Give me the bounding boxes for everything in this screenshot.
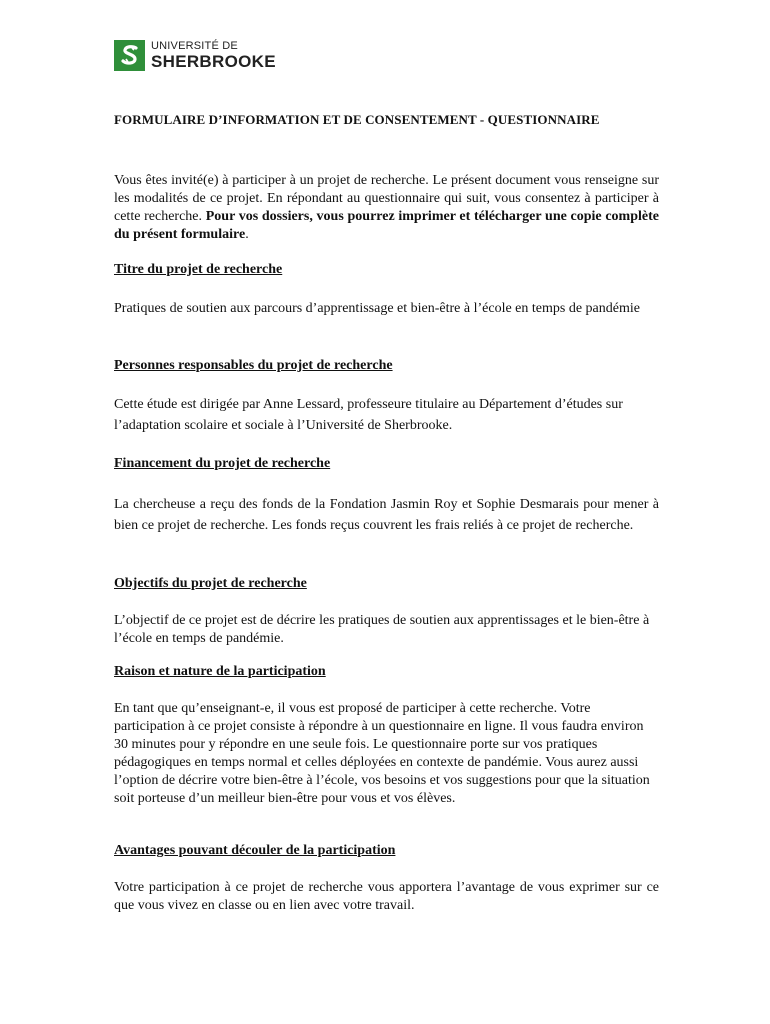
section-heading-responsables: Personnes responsables du projet de recherche — [114, 358, 393, 373]
section-body-avantages: Votre participation à ce projet de recherche vous apportera l’avantage de vous exprimer sur ce que vous vivez en classe ou en lien avec votre travail. — [114, 880, 659, 913]
sherbrooke-logo-icon — [114, 40, 145, 71]
university-logo — [114, 38, 314, 72]
intro-end: . — [245, 227, 249, 242]
section-body-responsables: Cette étude est dirigée par Anne Lessard, professeure titulaire au Département d’études sur l’adaptation scolaire et sociale à l’Université de Sherbrooke. — [114, 397, 623, 433]
intro-paragraph — [114, 172, 659, 244]
section-heading-objectifs: Objectifs du projet de recherche — [114, 576, 307, 591]
section-body-objectifs: L’objectif de ce projet est de décrire les pratiques de soutien aux apprentissages et le bien-être à l’école en temps de pandémie. — [114, 613, 650, 646]
section-body-title: Pratiques de soutien aux parcours d’apprentissage et bien-être à l’école en temps de pandémie — [114, 301, 640, 316]
section-heading-participation: Raison et nature de la participation — [114, 664, 326, 679]
intro-text: Vous êtes invité(e) à participer à un projet de recherche. Le présent document vous renseigne sur les modalités de ce projet. En répondant au questionnaire qui suit, vous consentez à participer à cette recherche. — [114, 173, 659, 224]
logo-university-label: UNIVERSITÉ DE — [151, 39, 238, 52]
section-heading-avantages: Avantages pouvant découler de la participation — [114, 843, 396, 858]
section-body-participation: En tant que qu’enseignant-e, il vous est proposé de participer à cette recherche. Votre participation à ce projet consiste à répondre à un questionnaire en ligne. Il vous faudra environ 30 minutes pour y répondre en une seule fois. Le questionnaire porte sur vos pratiques pédagogiques en temps normal et celles déployées en contexte de pandémie. Vous aurez aussi l’option de décrire votre bien-être à l’école, vos besoins et vos suggestions pour que la situation soit porteuse d’un meilleur bien-être pour vous et vos élèves. — [114, 701, 650, 806]
intro-bold-text: Pour vos dossiers, vous pourrez imprimer et télécharger une copie complète du présent formulaire — [114, 209, 659, 242]
document-title: FORMULAIRE D’INFORMATION ET DE CONSENTEMENT - QUESTIONNAIRE — [114, 112, 600, 127]
section-heading-title: Titre du projet de recherche — [114, 262, 283, 277]
section-body-financement: La chercheuse a reçu des fonds de la Fondation Jasmin Roy et Sophie Desmarais pour mener à bien ce projet de recherche. Les fonds reçus couvrent les frais reliés à ce projet de recherche. — [114, 497, 659, 533]
logo-name-label: SHERBROOKE — [151, 51, 276, 71]
section-heading-financement: Financement du projet de recherche — [114, 456, 331, 471]
